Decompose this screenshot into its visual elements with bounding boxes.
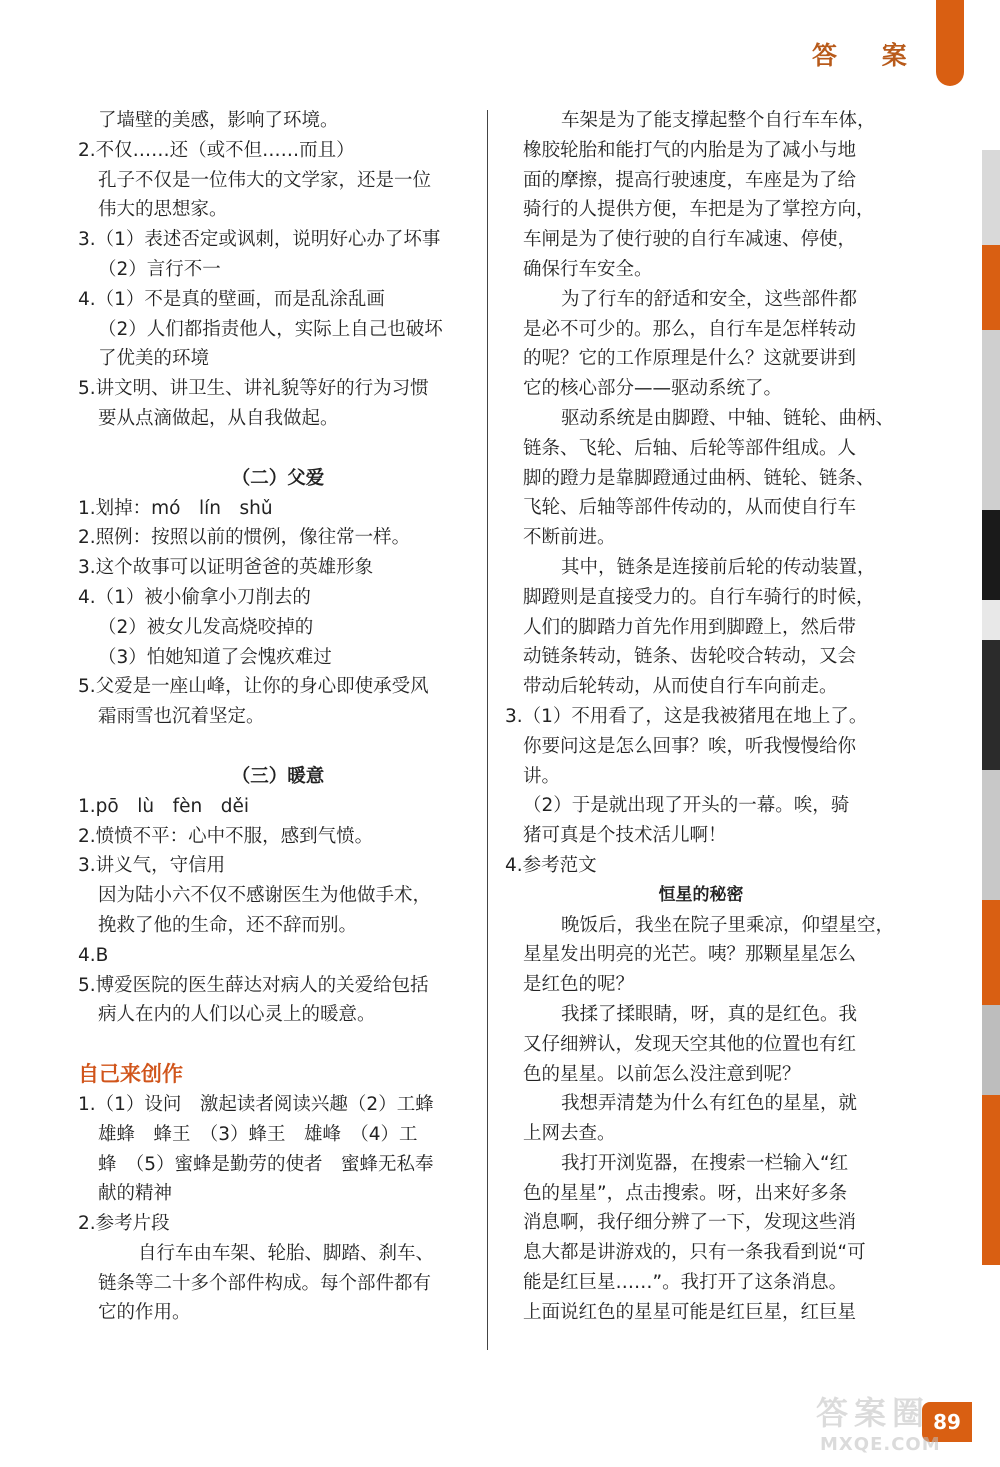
text-line: 色的星星”，点击搜索。呀，出来好多条: [523, 1182, 848, 1204]
spacer: [78, 434, 478, 464]
text-line: 上面说红色的星星可能是红巨星，红巨星: [523, 1301, 857, 1323]
chapter-tab: [936, 0, 964, 86]
text-line: 不断前进。: [523, 527, 616, 549]
edge-mark: [982, 900, 1000, 1005]
edge-mark: [982, 640, 1000, 770]
text-line: 我揉了揉眼睛，呀，真的是红色。我: [561, 1003, 858, 1025]
page-number: 89: [922, 1402, 972, 1442]
text-line: （2）人们都指责他人，实际上自己也破坏: [98, 318, 443, 340]
edge-mark: [982, 1095, 1000, 1265]
text-line: 上网去查。: [523, 1123, 616, 1145]
text-line: 是必不可少的。那么，自行车是怎样转动: [523, 318, 857, 340]
text-line: 了优美的环境: [98, 348, 210, 370]
answer-item: 4.参考范文: [505, 854, 597, 876]
text-line: 橡胶轮胎和能打气的内胎是为了减小与地: [523, 139, 857, 161]
text-line: 息大都是讲游戏的，只有一条我看到说“可: [523, 1242, 866, 1264]
spacer: [78, 732, 478, 762]
text-line: 链条等二十多个部件构成。每个部件都有: [98, 1272, 432, 1294]
answer-item: 1.pō lù fèn děi: [78, 795, 249, 817]
text-line: 色的星星。以前怎么没注意到呢？: [523, 1063, 801, 1085]
section-title-fuai: （二）父爱: [231, 467, 325, 489]
text-line: 动链条转动，链条、齿轮咬合转动，又会: [523, 646, 857, 668]
text-line: 我打开浏览器，在搜索一栏输入“红: [561, 1152, 849, 1174]
text-line: 能是红巨星……”。我打开了这条消息。: [523, 1272, 848, 1294]
text-line: 自行车由车架、轮胎、脚踏、刹车、: [138, 1242, 435, 1264]
text-line: 其中，链条是连接前后轮的传动装置，: [561, 556, 876, 578]
text-line: 挽救了他的生命，还不辞而别。: [98, 914, 358, 936]
text-line: 骑行的人提供方便，车把是为了掌控方向，: [523, 199, 875, 221]
text-line: 带动后轮转动，从而使自行车向前走。: [523, 676, 838, 698]
text-line: （2）被女儿发高烧咬掉的: [98, 616, 314, 638]
text-line: 脚蹬则是直接受力的。自行车骑行的时候，: [523, 586, 875, 608]
answer-item: 2.参考片段: [78, 1213, 170, 1235]
answer-item: 5.父爱是一座山峰，让你的身心即使承受风: [78, 676, 429, 698]
text-line: 蜂 （5）蜜蜂是勤劳的使者 蜜蜂无私奉: [98, 1153, 434, 1175]
text-line: 车架是为了能支撑起整个自行车车体，: [561, 110, 876, 131]
text-line: 确保行车安全。: [523, 258, 653, 280]
text-line: 人们的脚踏力首先作用到脚蹬上，然后带: [523, 616, 857, 638]
section-title-nuanyi: （三）暖意: [231, 765, 325, 787]
right-column: [505, 106, 897, 1328]
text-line: （3）怕她知道了会愧疚难过: [98, 646, 332, 668]
text-line: 是红色的呢？: [523, 974, 635, 996]
text-line: 星星发出明亮的光芒。咦？那颗星星怎么: [523, 944, 857, 966]
text-line: 车闸是为了使行驶的自行车减速、停使，: [523, 229, 857, 251]
edge-mark: [982, 150, 1000, 250]
text-line: 病人在内的人们以心灵上的暖意。: [98, 1004, 376, 1026]
edge-mark: [982, 510, 1000, 600]
text-line: 你要问这是怎么回事？唉，听我慢慢给你: [523, 735, 857, 757]
answer-item: 1.（1）设问 激起读者阅读兴趣（2）工蜂: [78, 1093, 434, 1115]
text-line: （2）于是就出现了开头的一幕。唉，骑: [523, 795, 850, 817]
watermark-main: 答案圈: [816, 1394, 931, 1432]
text-line: 因为陆小六不仅不感谢医生为他做手术，: [98, 885, 432, 907]
text-line: 脚的蹬力是靠脚蹬通过曲柄、链轮、链条、: [523, 467, 875, 489]
answer-item: 3.这个故事可以证明爸爸的英雄形象: [78, 557, 374, 579]
answer-item: 1.划掉：mó lín shǔ: [78, 497, 273, 519]
text-line: 它的核心部分——驱动系统了。: [523, 378, 783, 400]
answer-item: 3.（1）不用看了，这是我被猪甩在地上了。: [505, 705, 868, 727]
answer-item: 4.B: [78, 944, 109, 966]
text-line: 又仔细辨认，发现天空其他的位置也有红: [523, 1033, 857, 1055]
text-line: 消息啊，我仔细分辨了一下，发现这些消: [523, 1212, 857, 1234]
header-label: 答 案: [812, 41, 925, 70]
text-line: 孔子不仅是一位伟大的文学家，还是一位: [98, 169, 432, 191]
edge-mark: [982, 1005, 1000, 1095]
text-line: 面的摩擦，提高行驶速度，车座是为了给: [523, 169, 857, 191]
column-divider: [487, 110, 488, 1350]
text-line: 我想弄清楚为什么有红色的星星，就: [561, 1093, 858, 1115]
text-line: 了墙壁的美感，影响了环境。: [98, 110, 339, 131]
answer-item: 4.（1）不是真的壁画，而是乱涂乱画: [78, 288, 385, 310]
watermark-sub: MXQE.COM: [820, 1434, 941, 1455]
text-line: 的呢？它的工作原理是什么？这就要讲到: [523, 348, 857, 370]
text-line: 它的作用。: [98, 1302, 191, 1324]
answer-item: 5.博爱医院的医生薛达对病人的关爱给包括: [78, 974, 429, 996]
section-title-create: 自己来创作: [78, 1062, 183, 1087]
answer-item: 3.讲义气，守信用: [78, 855, 226, 877]
text-line: 雄蜂 蜂王 （3）蜂王 雄峰 （4）工: [98, 1123, 418, 1145]
text-line: 猪可真是个技术活儿啊！: [523, 825, 727, 847]
text-line: 晚饭后，我坐在院子里乘凉，仰望星空，: [561, 914, 895, 936]
answer-item: 5.讲文明、讲卫生、讲礼貌等好的行为习惯: [78, 378, 429, 400]
essay-title: 恒星的秘密: [658, 884, 744, 905]
edge-mark: [982, 330, 1000, 510]
text-line: 为了行车的舒适和安全，这些部件都: [561, 288, 858, 310]
answer-item: 4.（1）被小偷拿小刀削去的: [78, 586, 311, 608]
answer-item: 3.（1）表述否定或讽刺，说明好心办了坏事: [78, 229, 441, 251]
text-line: （2）言行不一: [98, 258, 221, 280]
text-line: 霜雨雪也沉着坚定。: [98, 706, 265, 728]
text-line: 要从点滴做起，从自我做起。: [98, 407, 339, 429]
text-line: 链条、飞轮、后轴、后轮等部件组成。人: [523, 437, 857, 459]
answer-item: 2.愤愤不平：心中不服，感到气愤。: [78, 825, 374, 847]
text-line: 飞轮、后轴等部件传动的，从而使自行车: [523, 497, 857, 519]
text-line: 讲。: [523, 765, 561, 787]
answer-item: 2.不仅……还（或不但……而且）: [78, 139, 355, 161]
text-line: 驱动系统是由脚蹬、中轴、链轮、曲柄、: [561, 407, 895, 429]
edge-mark: [982, 600, 1000, 640]
text-line: 献的精神: [98, 1183, 173, 1205]
left-column: [78, 106, 478, 1328]
spacer: [78, 1030, 478, 1060]
text-line: 伟大的思想家。: [98, 199, 228, 221]
watermark-logo: [810, 1388, 970, 1458]
answer-item: 2.照例：按照以前的惯例，像往常一样。: [78, 527, 411, 549]
edge-mark: [982, 770, 1000, 900]
edge-mark: [982, 245, 1000, 330]
